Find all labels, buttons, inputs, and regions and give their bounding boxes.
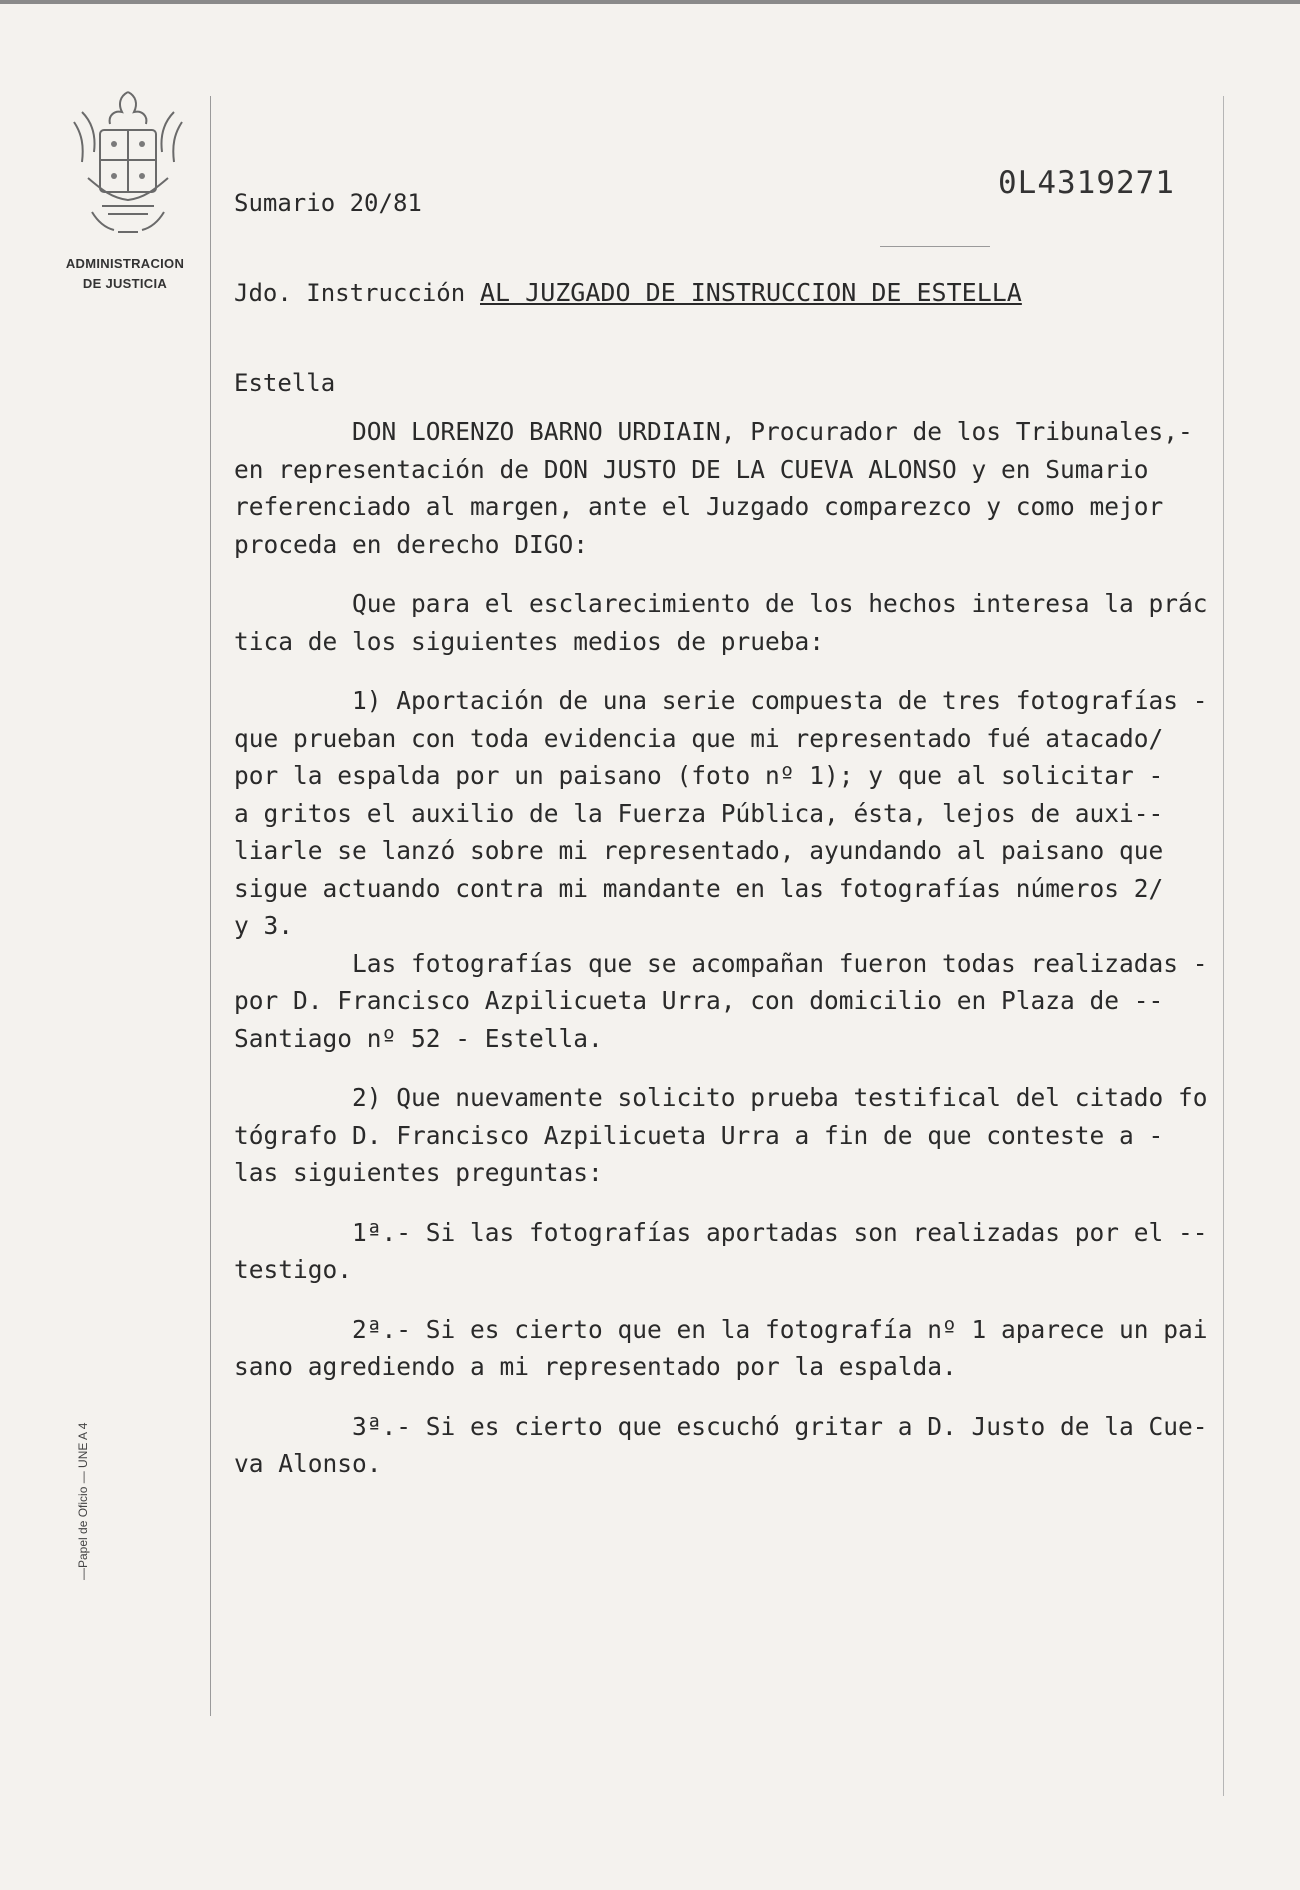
document-body xyxy=(234,413,1214,1483)
top-edge xyxy=(0,0,1300,4)
paragraph xyxy=(234,1408,1214,1483)
paragraph xyxy=(234,682,1214,1057)
serial-code: 0L4319271 xyxy=(998,165,1175,201)
text-line: 2) Que nuevamente solicito prueba testifical del citado fo xyxy=(234,1083,1208,1112)
paragraph-gap xyxy=(234,1057,1214,1079)
text-line: testigo. xyxy=(234,1255,353,1284)
text-line: y 3. xyxy=(234,911,294,940)
paragraph xyxy=(234,585,1214,660)
paragraph xyxy=(234,1311,1214,1386)
paragraph-gap xyxy=(234,1192,1214,1214)
text-line: tica de los siguientes medios de prueba: xyxy=(234,626,825,656)
text-line: liarle se lanzó sobre mi representado, ayundando al paisano que xyxy=(234,836,1164,865)
paragraph-gap xyxy=(234,563,1214,585)
paragraph xyxy=(234,1079,1214,1192)
paragraph-gap xyxy=(234,1386,1214,1408)
paragraph-gap xyxy=(234,660,1214,682)
text-line: 2ª.- Si es cierto que en la fotografía nº 1 aparece un pai xyxy=(234,1314,1208,1344)
short-rule xyxy=(880,246,990,247)
text-line: en representación de DON JUSTO DE LA CUEVA ALONSO y en Sumario xyxy=(234,454,1149,484)
text-line: 3ª.- Si es cierto que escuchó gritar a D. Justo de la Cue- xyxy=(234,1411,1208,1441)
paragraph xyxy=(234,1214,1214,1289)
text-line: sigue actuando contra mi mandante en las fotografías números 2/ xyxy=(234,873,1164,903)
document-title: AL JUZGADO DE INSTRUCCION DE ESTELLA xyxy=(480,278,1022,307)
text-line: Las fotografías que se acompañan fueron todas realizadas - xyxy=(234,948,1208,978)
side-note: —Papel de Oficio — UNE A 4 xyxy=(76,1422,90,1580)
text-line: sano agrediendo a mi representado por la espalda. xyxy=(234,1352,957,1381)
paragraph-gap xyxy=(234,1289,1214,1311)
text-line: por D. Francisco Azpilicueta Urra, con domicilio en Plaza de -- xyxy=(234,986,1164,1015)
header-line-2: Jdo. Instrucción xyxy=(234,279,466,307)
header-line-3: Estella xyxy=(234,369,336,397)
text-line: por la espalda por un paisano (foto nº 1); y que al solicitar - xyxy=(234,761,1164,790)
right-margin-line xyxy=(1223,96,1224,1796)
text-line: referenciado al margen, ante el Juzgado comparezco y como mejor xyxy=(234,492,1164,521)
text-line: 1ª.- Si las fotografías aportadas son realizadas por el -- xyxy=(234,1217,1208,1247)
letterhead-line-1: ADMINISTRACION xyxy=(65,256,185,271)
text-line: DON LORENZO BARNO URDIAIN, Procurador de los Tribunales,- xyxy=(234,417,1193,446)
text-line: 1) Aportación de una serie compuesta de tres fotografías - xyxy=(234,686,1208,715)
text-line: tógrafo D. Francisco Azpilicueta Urra a fin de que conteste a - xyxy=(234,1120,1164,1150)
text-line: que prueban con toda evidencia que mi representado fué atacado/ xyxy=(234,723,1164,753)
text-line: Santiago nº 52 - Estella. xyxy=(234,1023,603,1053)
case-header xyxy=(234,128,465,458)
text-line: Que para el esclarecimiento de los hechos interesa la prác xyxy=(234,589,1208,618)
header-line-1: Sumario 20/81 xyxy=(234,189,422,217)
text-line: a gritos el auxilio de la Fuerza Pública, ésta, lejos de auxi-- xyxy=(234,798,1164,828)
text-line: va Alonso. xyxy=(234,1449,382,1478)
letterhead-line-2: DE JUSTICIA xyxy=(82,276,168,291)
text-line: las siguientes preguntas: xyxy=(234,1158,603,1187)
letterhead-text xyxy=(40,254,210,294)
coat-of-arms-icon xyxy=(62,82,194,242)
paragraph xyxy=(234,413,1214,563)
text-line: proceda en derecho DIGO: xyxy=(234,529,589,559)
margin-line xyxy=(210,96,211,1716)
